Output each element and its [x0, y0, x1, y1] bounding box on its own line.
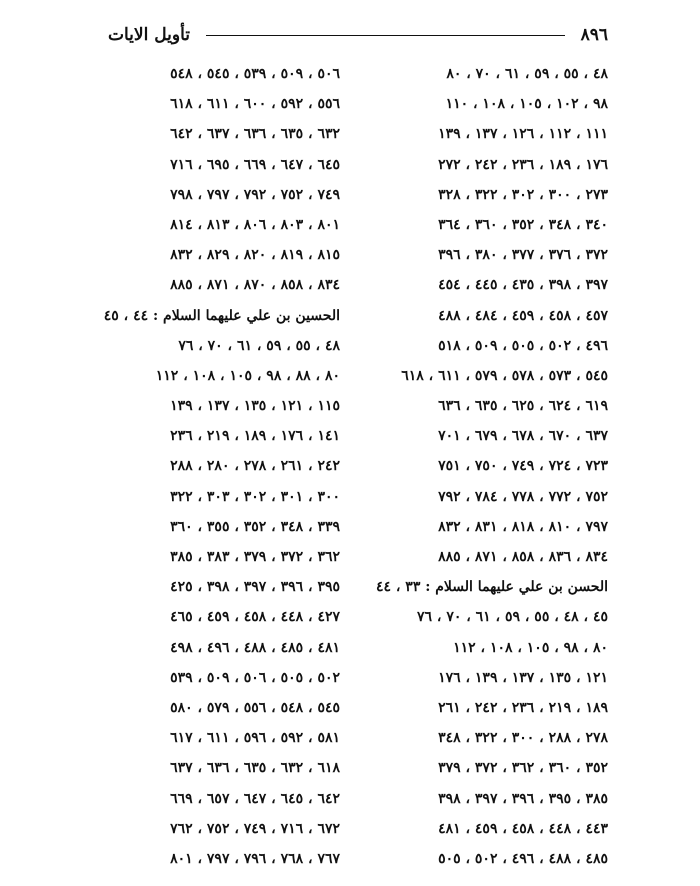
- index-line: ٢٤٢ ، ٢٦١ ، ٢٧٨ ، ٢٨٠ ، ٢٨٨: [170, 458, 340, 475]
- index-line: ٤٥ ، ٤٨ ، ٥٥ ، ٥٩ ، ٦١ ، ٧٠ ، ٧٦: [416, 609, 608, 626]
- left-column: [103, 59, 340, 874]
- index-line: ٧٢٣ ، ٧٢٤ ، ٧٤٩ ، ٧٥٠ ، ٧٥١: [438, 458, 608, 475]
- header-rule: [206, 35, 565, 36]
- index-line: ٣٧٢ ، ٣٧٦ ، ٣٧٧ ، ٣٨٠ ، ٣٩٦: [438, 247, 608, 264]
- index-line: ٤٢٧ ، ٤٤٨ ، ٤٥٨ ، ٤٥٩ ، ٤٦٥: [170, 609, 340, 626]
- index-heading: الحسين بن علي عليهما السلام : ٤٤ ، ٤٥: [103, 307, 340, 324]
- index-line: ٤٨٥ ، ٤٨٨ ، ٤٩٦ ، ٥٠٢ ، ٥٠٥: [438, 850, 608, 867]
- index-line: ١٢١ ، ١٣٥ ، ١٣٧ ، ١٣٩ ، ١٧٦: [438, 669, 608, 686]
- index-line: ٨١٥ ، ٨١٩ ، ٨٢٠ ، ٨٢٩ ، ٨٣٢: [170, 247, 340, 264]
- page-number: ٨٩٦: [580, 25, 608, 45]
- index-line: ٣٣٩ ، ٣٤٨ ، ٣٥٢ ، ٣٥٥ ، ٣٦٠: [170, 518, 340, 535]
- index-line: ١٤١ ، ١٧٦ ، ١٨٩ ، ٢١٩ ، ٢٣٦: [170, 428, 340, 445]
- index-line: ٥٠٦ ، ٥٠٩ ، ٥٣٩ ، ٥٤٥ ، ٥٤٨: [170, 66, 340, 82]
- index-line: ٣٩٥ ، ٣٩٦ ، ٣٩٧ ، ٣٩٨ ، ٤٢٥: [170, 579, 340, 596]
- index-line: ٦٣٢ ، ٦٣٥ ، ٦٣٦ ، ٦٣٧ ، ٦٤٢: [170, 126, 340, 143]
- index-line: ١٧٦ ، ١٨٩ ، ٢٣٦ ، ٢٤٢ ، ٢٧٢: [438, 156, 608, 173]
- index-line: ٧٤٩ ، ٧٥٢ ، ٧٩٢ ، ٧٩٧ ، ٧٩٨: [170, 186, 340, 203]
- index-line: ٩٨ ، ١٠٢ ، ١٠٥ ، ١٠٨ ، ١١٠: [445, 96, 608, 113]
- page-header: [108, 20, 608, 50]
- index-line: ٥٤٥ ، ٥٤٨ ، ٥٥٦ ، ٥٧٩ ، ٥٨٠: [170, 699, 340, 716]
- index-line: ٧٩٧ ، ٨١٠ ، ٨١٨ ، ٨٣١ ، ٨٣٢: [438, 518, 608, 535]
- index-line: ٤٥٧ ، ٤٥٨ ، ٤٥٩ ، ٤٨٤ ، ٤٨٨: [438, 307, 608, 324]
- index-line: ٥٥٦ ، ٥٩٢ ، ٦٠٠ ، ٦١١ ، ٦١٨: [170, 96, 340, 113]
- index-line: ٤٤٣ ، ٤٤٨ ، ٤٥٨ ، ٤٥٩ ، ٤٨١: [438, 820, 608, 837]
- index-line: ٣٨٥ ، ٣٩٥ ، ٣٩٦ ، ٣٩٧ ، ٣٩٨: [438, 790, 608, 807]
- index-line: ٨٠ ، ٨٨ ، ٩٨ ، ١٠٥ ، ١٠٨ ، ١١٢: [155, 367, 340, 384]
- index-line: ٦٧٢ ، ٧١٦ ، ٧٤٩ ، ٧٥٢ ، ٧٦٢: [170, 820, 340, 837]
- index-line: ١٨٩ ، ٢١٩ ، ٢٣٦ ، ٢٤٢ ، ٢٦١: [438, 699, 608, 716]
- index-line: ٤٨١ ، ٤٨٥ ، ٤٨٨ ، ٤٩٦ ، ٤٩٨: [170, 639, 340, 656]
- index-line: ٧٥٢ ، ٧٧٢ ، ٧٧٨ ، ٧٨٤ ، ٧٩٢: [438, 488, 608, 505]
- index-line: ٥٨١ ، ٥٩٢ ، ٥٩٦ ، ٦١١ ، ٦١٧: [170, 730, 340, 747]
- index-line: ٣٦٢ ، ٣٧٢ ، ٣٧٩ ، ٣٨٣ ، ٣٨٥: [170, 549, 340, 565]
- running-title: تأويل الايات: [108, 25, 190, 45]
- index-line: ٤٨ ، ٥٥ ، ٥٩ ، ٦١ ، ٧٠ ، ٧٦: [178, 337, 340, 354]
- index-line: ٦٣٧ ، ٦٧٠ ، ٦٧٨ ، ٦٧٩ ، ٧٠١: [438, 428, 608, 445]
- index-line: ٥٤٥ ، ٥٧٣ ، ٥٧٨ ، ٥٧٩ ، ٦١١ ، ٦١٨: [401, 367, 608, 384]
- index-line: ٨٣٤ ، ٨٣٦ ، ٨٥٨ ، ٨٧١ ، ٨٨٥: [438, 549, 608, 565]
- index-line: ٣٥٢ ، ٣٦٠ ، ٣٦٢ ، ٣٧٢ ، ٣٧٩: [438, 760, 608, 777]
- index-line: ٨٣٤ ، ٨٥٨ ، ٨٧٠ ، ٨٧١ ، ٨٨٥: [170, 277, 340, 294]
- index-line: ٣٩٧ ، ٣٩٨ ، ٤٣٥ ، ٤٤٥ ، ٤٥٤: [438, 277, 608, 294]
- right-column: [376, 59, 608, 874]
- index-line: ٨٠ ، ٩٨ ، ١٠٥ ، ١٠٨ ، ١١٢: [453, 639, 608, 656]
- index-line: ١١٥ ، ١٢١ ، ١٣٥ ، ١٣٧ ، ١٣٩: [170, 398, 340, 415]
- index-line: ٨٠١ ، ٨٠٣ ، ٨٠٦ ، ٨١٣ ، ٨١٤: [170, 216, 340, 233]
- index-line: ٢٧٨ ، ٢٨٨ ، ٣٠٠ ، ٣٢٢ ، ٣٤٨: [438, 730, 608, 747]
- index-line: ٦٤٢ ، ٦٤٥ ، ٦٤٧ ، ٦٥٧ ، ٦٦٩: [170, 790, 340, 807]
- index-line: ٤٨ ، ٥٥ ، ٥٩ ، ٦١ ، ٧٠ ، ٨٠: [446, 66, 608, 82]
- index-heading: الحسن بن علي عليهما السلام : ٣٣ ، ٤٤: [375, 579, 608, 596]
- index-line: ٣٠٠ ، ٣٠١ ، ٣٠٢ ، ٣٠٣ ، ٣٢٢: [170, 488, 340, 505]
- index-line: ٢٧٣ ، ٣٠٠ ، ٣٠٢ ، ٣٢٢ ، ٣٢٨: [438, 186, 608, 203]
- index-line: ٧٦٧ ، ٧٦٨ ، ٧٩٦ ، ٧٩٧ ، ٨٠١: [170, 850, 340, 867]
- index-line: ٦٤٥ ، ٦٤٧ ، ٦٦٩ ، ٦٩٥ ، ٧١٦: [170, 156, 340, 173]
- index-line: ٣٤٠ ، ٣٤٨ ، ٣٥٢ ، ٣٦٠ ، ٣٦٤: [438, 216, 608, 233]
- index-line: ١١١ ، ١١٢ ، ١٢٦ ، ١٣٧ ، ١٣٩: [438, 126, 608, 143]
- index-line: ٥٠٢ ، ٥٠٥ ، ٥٠٦ ، ٥٠٩ ، ٥٣٩: [170, 669, 340, 686]
- index-line: ٤٩٦ ، ٥٠٢ ، ٥٠٥ ، ٥٠٩ ، ٥١٨: [438, 337, 608, 354]
- index-line: ٦١٨ ، ٦٣٢ ، ٦٣٥ ، ٦٣٦ ، ٦٣٧: [170, 760, 340, 777]
- index-line: ٦١٩ ، ٦٢٤ ، ٦٢٥ ، ٦٣٥ ، ٦٣٦: [438, 398, 608, 415]
